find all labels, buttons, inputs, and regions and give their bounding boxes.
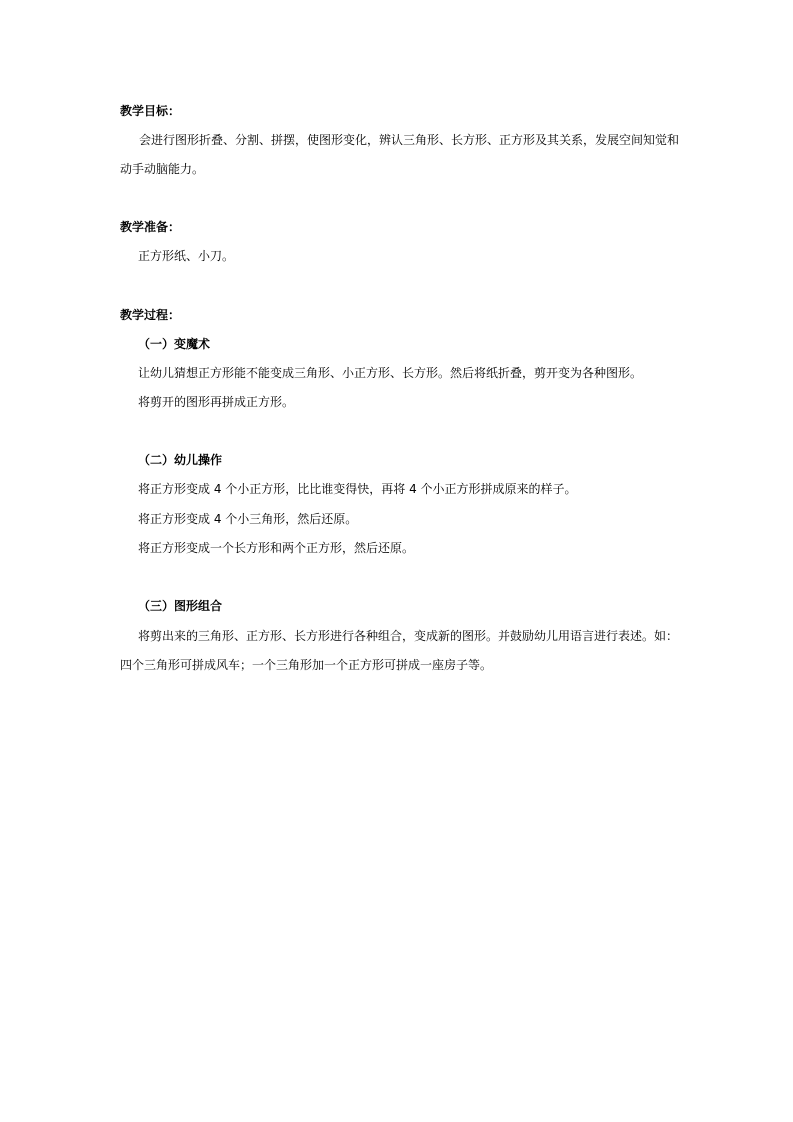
prep-text: 正方形纸、小刀。 (138, 249, 235, 263)
part2-title: （二）幼儿操作 (138, 453, 223, 467)
part2-line-3: 将正方形变成一个长方形和两个正方形，然后还原。 (138, 541, 415, 555)
goals-text-line-1: 会进行图形折叠、分割、拼摆，使图形变化，辨认三角形、长方形、正方形及其关系，发展空间知觉和 (139, 133, 680, 147)
goals-heading: 教学目标： (120, 104, 181, 118)
part3-title: （三）图形组合 (138, 599, 223, 613)
part1-title: （一）变魔术 (138, 337, 211, 351)
process-heading: 教学过程： (120, 308, 181, 322)
part1-line-2: 将剪开的图形再拼成正方形。 (138, 395, 295, 409)
part3-line-1: 将剪出来的三角形、正方形、长方形进行各种组合，变成新的图形。并鼓励幼儿用语言进行表述。如： (138, 629, 679, 643)
goals-text-line-2: 动手动脑能力。 (120, 162, 205, 176)
part3-line-2: 四个三角形可拼成风车；一个三角形加一个正方形可拼成一座房子等。 (120, 658, 493, 672)
prep-heading: 教学准备： (120, 220, 181, 234)
part2-line-1: 将正方形变成 4 个小正方形，比比谁变得快，再将 4 个小正方形拼成原来的样子。 (138, 482, 577, 496)
part1-line-1: 让幼儿猜想正方形能不能变成三角形、小正方形、长方形。然后将纸折叠，剪开变为各种图形。 (138, 366, 643, 380)
part2-line-2: 将正方形变成 4 个小三角形，然后还原。 (138, 512, 358, 526)
